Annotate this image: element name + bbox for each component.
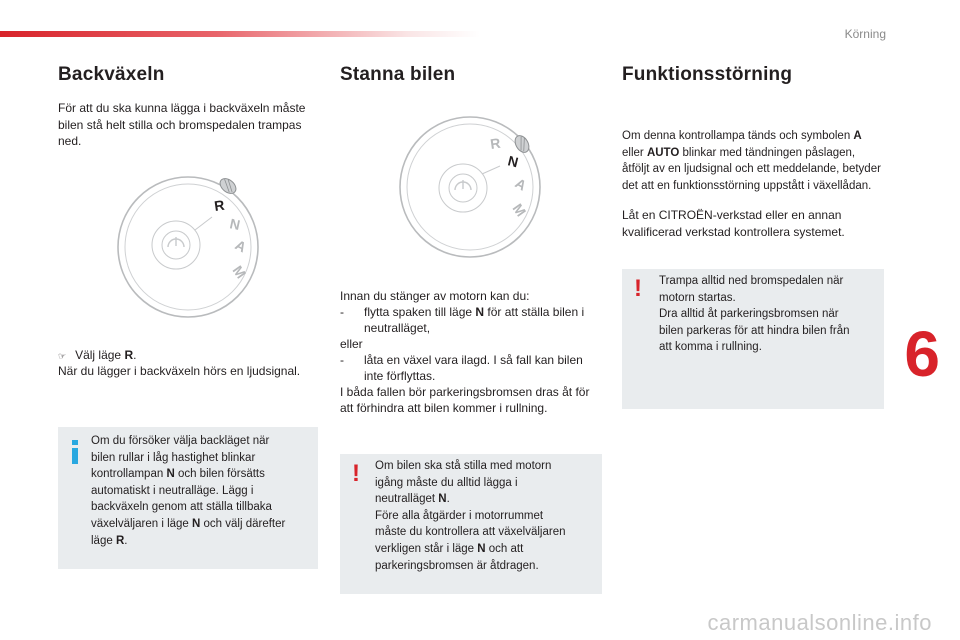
malfunction-text-1: Om denna kontrollampa tänds och symbolen A eller AUTO blinkar med tändningen påslagen, åtföljt av en ljudsignal och ett meddelande, betyder det att en funktionsstörning uppstått i växellådan. <box>622 130 881 192</box>
dial-label-a: A <box>512 174 530 194</box>
dial-label-m: M <box>229 262 250 282</box>
heading-stop-car: Stanna bilen <box>340 64 456 85</box>
warning-note-text: Trampa alltid ned bromspedalen när motorn startas. Dra alltid åt parkeringsbromsen när bilen parkeras för att hindra bilen från att komma i rullning. <box>659 275 850 354</box>
dial-label-n: N <box>228 215 242 234</box>
stop-tail-1: I båda fallen bör parkeringsbromsen dras åt för <box>340 385 590 399</box>
warning-icon: ! <box>634 275 642 302</box>
dial-label-n: N <box>506 152 520 171</box>
chapter-number: 6 <box>904 318 940 390</box>
gear-selector-reverse-illustration <box>112 172 264 322</box>
stop-intro: Innan du stänger av motorn kan du: <box>340 289 530 303</box>
malfunction-text-2: Låt en CITROËN-verkstad eller en annan kvalificerad verkstad kontrollera systemet. <box>622 208 845 239</box>
header-accent-bar <box>0 31 480 37</box>
dial-label-r: R <box>213 196 226 214</box>
warning-note-text: Om bilen ska stå stilla med motorn igång måste du alltid lägga i neutralläget N. Före alla åtgärder i motorrummet måste du kontrollera att växelväljaren verkligen står i läge N och att parkeringsbromsen är åtdragen. <box>375 460 566 572</box>
warning-icon: ! <box>352 460 360 487</box>
stop-list-item-2-cont: inte förflyttas. <box>364 369 436 383</box>
stop-list-item-2: låta en växel vara ilagd. I så fall kan bilen <box>364 353 583 367</box>
info-note-text: Om du försöker välja backläget när bilen rullar i låg hastighet blinkar kontrollampan N och bilen försätts automatiskt i neutralläge. Lägg i backväxeln genom att ställa tillbaka växelväljaren i läge N och välj därefter läge R. <box>91 435 286 547</box>
dial-label-r: R <box>489 134 502 152</box>
stop-or: eller <box>340 337 363 351</box>
stop-list-dash-2: - <box>340 353 344 367</box>
stop-list-item-1-cont: neutralläget, <box>364 321 431 335</box>
stop-list-item-1: flytta spaken till läge N för att ställa bilen i <box>364 305 585 319</box>
warning-note-malfunction <box>622 269 884 409</box>
heading-reverse: Backväxeln <box>58 64 165 85</box>
heading-malfunction: Funktionsstörning <box>622 64 793 85</box>
reverse-intro: För att du ska kunna lägga i backväxeln måste bilen stå helt stilla och bromspedalen trampas ned. <box>58 101 306 148</box>
dial-label-a: A <box>232 236 250 256</box>
info-note-reverse <box>58 427 318 569</box>
dial-label-m: M <box>509 200 530 220</box>
stop-list-dash-1: - <box>340 305 344 319</box>
reverse-signal-text: När du lägger i backväxeln hörs en ljudsignal. <box>58 364 301 378</box>
section-label: Körning <box>844 27 886 41</box>
watermark: carmanualsonline.info <box>707 610 932 635</box>
gear-selector-neutral-illustration <box>394 112 546 262</box>
stop-tail-2: att förhindra att bilen kommer i rullning. <box>340 401 548 415</box>
warning-note-stop <box>340 454 602 594</box>
reverse-bullet: ☞ Välj läge R. <box>58 348 137 362</box>
pointer-icon: ☞ <box>58 351 67 361</box>
